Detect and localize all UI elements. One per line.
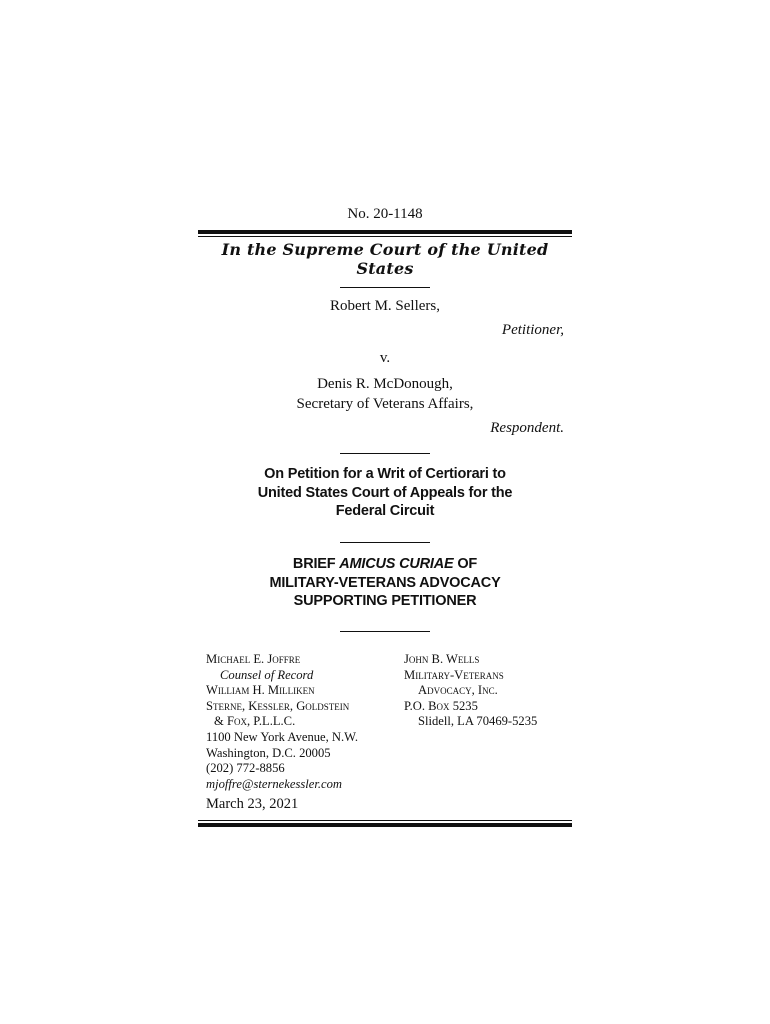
firm-email: mjoffre@sternekessler.com (206, 776, 342, 791)
respondent-name: Denis R. McDonough, (317, 376, 453, 392)
counsel-name-joffre: Michael E. Joffre (206, 652, 301, 666)
counsel-of-record: Counsel of Record (220, 667, 314, 682)
petition-heading (198, 465, 572, 521)
brief-title-line-2: MILITARY-VETERANS ADVOCACY (269, 574, 501, 591)
court-heading: In the Supreme Court of the United States (221, 240, 549, 278)
brief-suffix: OF (453, 556, 478, 572)
petitioner-name: Robert M. Sellers, (330, 298, 440, 314)
org-line-2: Advocacy, Inc. (418, 683, 498, 698)
firm-line-2: & Fox, P.L.L.C. (214, 714, 296, 729)
divider-4 (340, 631, 430, 632)
bottom-thick-rule (198, 823, 572, 827)
firm-phone: (202) 772-8856 (206, 761, 285, 776)
petition-line-1: On Petition for a Writ of Certiorari to (264, 466, 506, 482)
counsel-right-block (404, 652, 574, 730)
divider-2 (340, 453, 430, 454)
brief-prefix: BRIEF (292, 556, 340, 572)
counsel-left-block (206, 652, 396, 792)
brief-title-line-3: SUPPORTING PETITIONER (293, 593, 477, 609)
docket-number: No. 20-1148 (347, 206, 423, 222)
petitioner-role: Petitioner, (501, 322, 564, 338)
bottom-thin-rule (198, 820, 572, 821)
firm-city: Washington, D.C. 20005 (206, 745, 331, 760)
amicus-curiae: AMICUS CURIAE (339, 556, 454, 572)
divider-1 (340, 287, 430, 288)
cover-page (198, 0, 572, 1024)
top-thick-rule (198, 230, 572, 234)
versus: v. (379, 350, 391, 366)
top-thin-rule (198, 236, 572, 237)
counsel-name-milliken: William H. Milliken (206, 683, 315, 698)
petition-line-3: Federal Circuit (335, 503, 435, 519)
filing-date: March 23, 2021 (206, 796, 299, 812)
org-box: P.O. Box 5235 (404, 698, 478, 713)
counsel-name-wells: John B. Wells (404, 652, 480, 666)
org-line-1: Military-Veterans (404, 667, 504, 682)
petition-line-2: United States Court of Appeals for the (257, 484, 513, 501)
brief-title (198, 555, 572, 611)
divider-3 (340, 542, 430, 543)
respondent-title: Secretary of Veterans Affairs, (296, 396, 474, 412)
brief-title-line-1 (198, 555, 572, 574)
firm-street: 1100 New York Avenue, N.W. (206, 729, 359, 744)
firm-line-1: Sterne, Kessler, Goldstein (206, 698, 350, 713)
org-city: Slidell, LA 70469-5235 (418, 714, 538, 729)
respondent-role: Respondent. (490, 420, 564, 436)
